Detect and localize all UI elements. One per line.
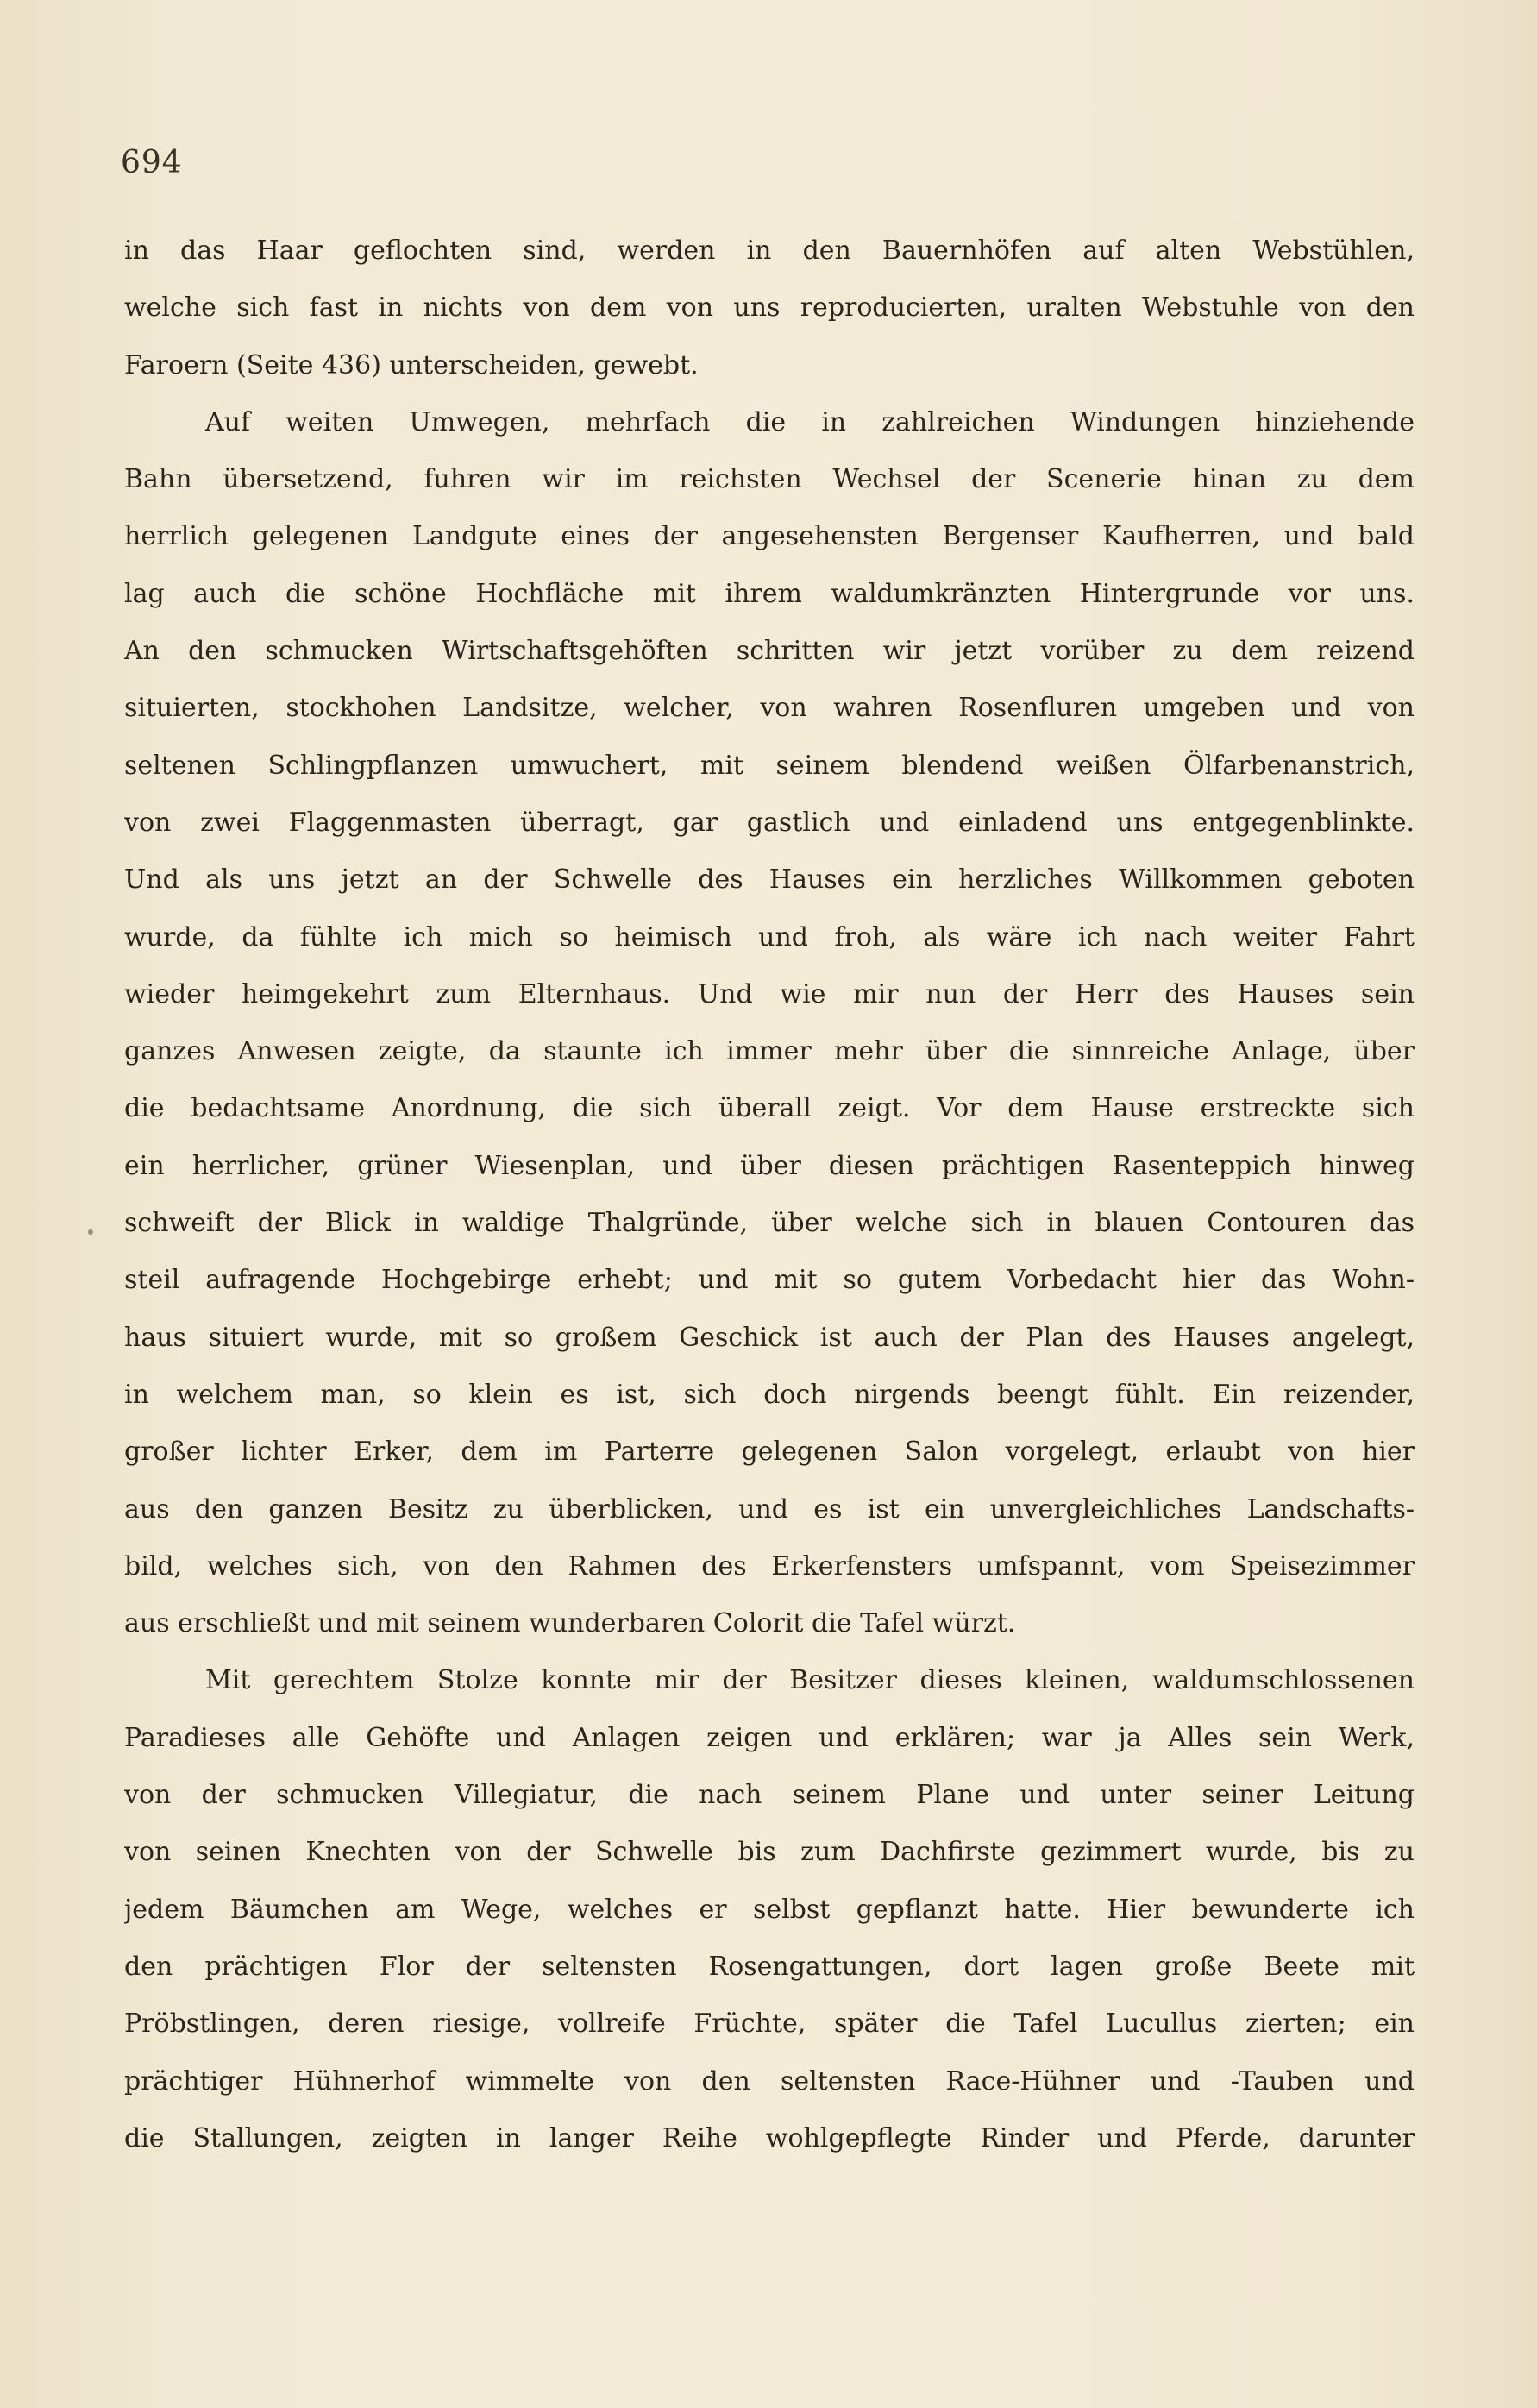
text-line: Und als uns jetzt an der Schwelle des Hauses ein herzliches Willkommen geboten bbox=[124, 864, 1415, 896]
paragraph-start-line: Mit gerechtem Stolze konnte mir der Besitzer dieses kleinen, waldumschlossenen bbox=[205, 1665, 1415, 1696]
text-line: Paradieses alle Gehöfte und Anlagen zeigen und erklären; war ja Alles sein Werk, bbox=[124, 1722, 1415, 1753]
text-line: An den schmucken Wirtschaftsgehöften schritten wir jetzt vorüber zu dem reizend bbox=[124, 636, 1415, 667]
text-line: wurde, da fühlte ich mich so heimisch und froh, als wäre ich nach weiter Fahrt bbox=[124, 921, 1415, 953]
text-line: wieder heimgekehrt zum Elternhaus. Und wie mir nun der Herr des Hauses sein bbox=[124, 978, 1415, 1009]
paragraph-start-line: Auf weiten Umwegen, mehrfach die in zahlreichen Windungen hinziehende bbox=[205, 406, 1415, 437]
text-line: in welchem man, so klein es ist, sich doch nirgends beengt fühlt. Ein reizender, bbox=[124, 1379, 1415, 1410]
text-line: aus den ganzen Besitz zu überblicken, und es ist ein unvergleichliches Landschafts- bbox=[124, 1493, 1415, 1525]
text-line: in das Haar geflochten sind, werden in den Bauernhöfen auf alten Webstühlen, bbox=[124, 236, 1415, 266]
text-line: den prächtigen Flor der seltensten Rosengattungen, dort lagen große Beete mit bbox=[124, 1951, 1415, 1982]
text-line: bild, welches sich, von den Rahmen des Erkerfensters umfspannt, vom Speisezimmer bbox=[124, 1550, 1415, 1581]
text-line: die Stallungen, zeigten in langer Reihe wohlgepflegte Rinder und Pferde, darunter bbox=[124, 2122, 1415, 2153]
text-line: aus erschließt und mit seinem wunderbaren Colorit die Tafel würzt. bbox=[124, 1608, 1016, 1639]
text-line: herrlich gelegenen Landgute eines der angesehensten Bergenser Kaufherren, und bald bbox=[124, 521, 1415, 552]
page-number: 694 bbox=[121, 145, 183, 180]
text-line: ein herrlicher, grüner Wiesenplan, und über diesen prächtigen Rasenteppich hinweg bbox=[124, 1150, 1415, 1181]
text-line: prächtiger Hühnerhof wimmelte von den seltensten Race-Hühner und -Tauben und bbox=[124, 2065, 1415, 2097]
text-line: von zwei Flaggenmasten überragt, gar gastlich und einladend uns entgegenblinkte. bbox=[124, 807, 1415, 838]
text-line: von seinen Knechten von der Schwelle bis zum Dachfirste gezimmert wurde, bis zu bbox=[124, 1837, 1415, 1868]
text-line: schweift der Blick in waldige Thalgründe, über welche sich in blauen Contouren das bbox=[124, 1208, 1415, 1239]
text-line: Bahn übersetzend, fuhren wir im reichsten Wechsel der Scenerie hinan zu dem bbox=[124, 464, 1415, 495]
text-line: Pröbstlingen, deren riesige, vollreife Früchte, später die Tafel Lucullus zierten; ein bbox=[124, 2009, 1415, 2040]
text-line: jedem Bäumchen am Wege, welches er selbst gepflanzt hatte. Hier bewunderte ich bbox=[124, 1894, 1415, 1925]
text-line: die bedachtsame Anordnung, die sich überall zeigt. Vor dem Hause erstreckte sich bbox=[124, 1093, 1415, 1124]
text-line: seltenen Schlingpflanzen umwuchert, mit seinem blendend weißen Ölfarbenanstrich, bbox=[124, 750, 1415, 781]
text-line: Faroern (Seite 436) unterscheiden, gewebt. bbox=[124, 349, 699, 380]
text-line: von der schmucken Villegiatur, die nach seinem Plane und unter seiner Leitung bbox=[124, 1780, 1415, 1811]
text-line: lag auch die schöne Hochfläche mit ihrem waldumkränzten Hintergrunde vor uns. bbox=[124, 578, 1415, 609]
text-line: situierten, stockhohen Landsitze, welcher, von wahren Rosenfluren umgeben und von bbox=[124, 693, 1415, 724]
text-line: ganzes Anwesen zeigte, da staunte ich immer mehr über die sinnreiche Anlage, über bbox=[124, 1036, 1415, 1067]
text-line: steil aufragende Hochgebirge erhebt; und mit so gutem Vorbedacht hier das Wohn- bbox=[124, 1265, 1415, 1296]
text-line: haus situiert wurde, mit so großem Geschick ist auch der Plan des Hauses angelegt, bbox=[124, 1322, 1415, 1353]
text-line: welche sich fast in nichts von dem von uns reproducierten, uralten Webstuhle von den bbox=[124, 292, 1415, 324]
body-text bbox=[124, 223, 1415, 2167]
text-line: großer lichter Erker, dem im Parterre gelegenen Salon vorgelegt, erlaubt von hier bbox=[124, 1437, 1415, 1468]
margin-mark bbox=[88, 1229, 93, 1235]
